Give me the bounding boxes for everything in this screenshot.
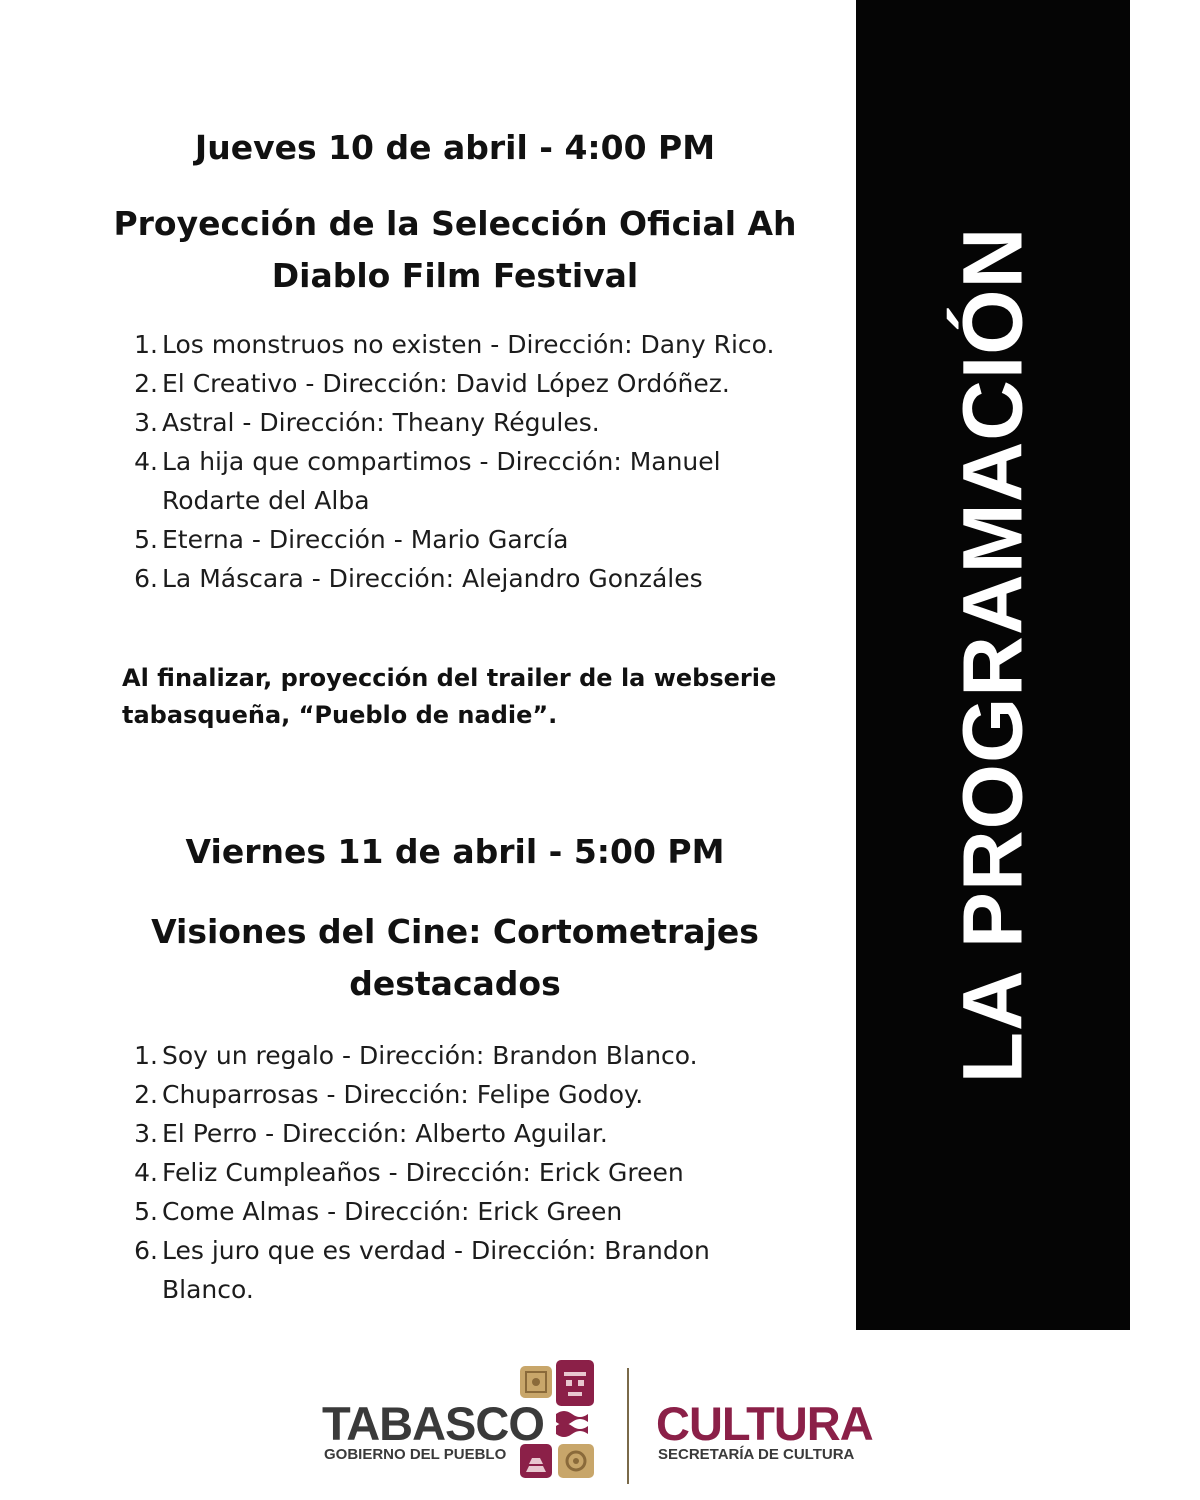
film-entry-line1: Eterna - Dirección - Mario García [162,525,569,554]
film-list-item [122,1075,822,1114]
side-banner [856,0,1130,1330]
day1-title-line2: Diablo Film Festival [271,256,639,295]
film-list-item [122,1231,822,1309]
film-entry-line1: Chuparrosas - Dirección: Felipe Godoy. [162,1080,644,1109]
day1-date: Jueves 10 de abril - 4:00 PM [194,128,716,167]
day2-title-line2: destacados [349,964,561,1003]
film-number: 2. [134,369,158,398]
film-entry-line1: Astral - Dirección: Theany Régules. [162,408,600,437]
film-list-item [122,325,822,364]
film-list-item [122,1036,822,1075]
film-entry [162,1036,822,1075]
film-list-item [122,364,822,403]
day2-date: Viernes 11 de abril - 5:00 PM [185,832,725,871]
tabasco-logo-text: TABASCO [322,1397,544,1450]
film-number: 2. [134,1080,158,1109]
film-entry [162,1192,822,1231]
film-number: 1. [134,1041,158,1070]
film-entry [162,1114,822,1153]
film-entry-line1: Soy un regalo - Dirección: Brandon Blanco. [162,1041,698,1070]
film-list-item [122,442,822,520]
film-entry [162,403,822,442]
film-number: 4. [134,1158,158,1187]
film-entry-line1: El Perro - Dirección: Alberto Aguilar. [162,1119,608,1148]
film-entry-line2: Rodarte del Alba [162,486,370,515]
film-number: 5. [134,1197,158,1226]
film-list-item [122,1114,822,1153]
film-entry-line1: El Creativo - Dirección: David López Ordóñez. [162,369,730,398]
film-entry-line1: Les juro que es verdad - Dirección: Brandon [162,1236,710,1265]
film-list-item [122,1192,822,1231]
film-entry [162,364,822,403]
film-entry-line1: La Máscara - Dirección: Alejandro Gonzáles [162,564,703,593]
cultura-logo-subtitle: SECRETARÍA DE CULTURA [658,1446,855,1463]
film-number: 1. [134,330,158,359]
film-number: 3. [134,1119,158,1148]
film-entry-line1: Los monstruos no existen - Dirección: Dany Rico. [162,330,775,359]
film-entry [162,559,822,598]
film-entry-line1: La hija que compartimos - Dirección: Manuel [162,447,721,476]
film-entry-line2: Blanco. [162,1275,254,1304]
film-list-item [122,559,822,598]
film-entry [162,442,822,520]
film-entry [162,325,822,364]
day1-film-list [122,325,822,598]
footer-logos [0,1350,1200,1500]
film-number: 5. [134,525,158,554]
day2-title [70,906,840,1010]
film-entry-line1: Feliz Cumpleaños - Dirección: Erick Green [162,1158,684,1187]
tabasco-logo-subtitle: GOBIERNO DEL PUEBLO [324,1446,507,1463]
day1-title-line1: Proyección de la Selección Oficial Ah [113,204,797,243]
logo-divider [627,1368,629,1484]
film-list-item [122,1153,822,1192]
day1-note [122,660,832,734]
film-entry [162,1153,822,1192]
film-list-item [122,403,822,442]
day1-note-line2: tabasqueña, “Pueblo de nadie”. [122,701,558,729]
cultura-logo-text: CULTURA [656,1397,873,1450]
film-entry [162,1075,822,1114]
film-entry-line1: Come Almas - Dirección: Erick Green [162,1197,623,1226]
film-number: 3. [134,408,158,437]
film-entry [162,1231,822,1309]
side-banner-title: LA PROGRAMACIÓN [945,226,1040,1084]
film-entry [162,520,822,559]
day2-title-line1: Visiones del Cine: Cortometrajes [151,912,759,951]
film-number: 6. [134,1236,158,1265]
film-number: 6. [134,564,158,593]
day1-note-line1: Al finalizar, proyección del trailer de la webserie [122,664,777,692]
film-number: 4. [134,447,158,476]
day2-film-list [122,1036,822,1309]
film-list-item [122,520,822,559]
day1-title [70,198,840,302]
